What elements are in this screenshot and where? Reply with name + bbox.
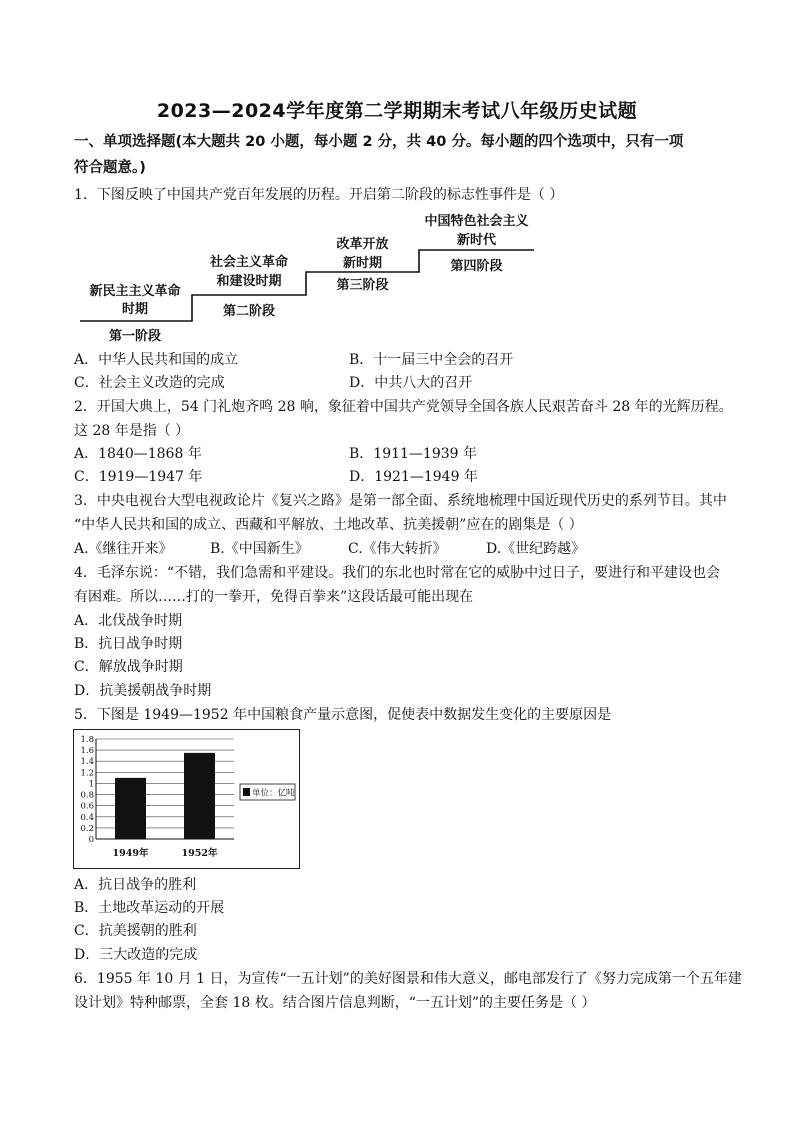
section-heading-line1: 一、单项选择题(本大题共 20 小题，每小题 2 分，共 40 分。每小题的四个选项中，只有一项 xyxy=(74,134,684,150)
q2-option-d[interactable]: D．1921—1949 年 xyxy=(349,469,478,485)
q3-option-d[interactable]: D.《世纪跨越》 xyxy=(486,541,586,557)
legend-label: 单位：亿吨 xyxy=(252,788,295,799)
stage3-label: 第三阶段 xyxy=(336,278,389,293)
q3-option-a[interactable]: A.《继往开来》 xyxy=(74,541,173,557)
y-tick-label: 1.8 xyxy=(80,735,94,745)
y-tick-label: 1.4 xyxy=(80,757,94,768)
legend-swatch xyxy=(243,788,250,796)
q4-stem-line2: 有困难。所以……打的一拳开，免得百拳来”这段话最可能出现在 xyxy=(74,589,474,605)
chart-svg xyxy=(74,730,298,867)
y-tick-label: 1.2 xyxy=(80,768,94,779)
stage1-label: 第一阶段 xyxy=(108,329,161,344)
q3-option-b[interactable]: B.《中国新生》 xyxy=(210,541,309,557)
q3-stem-line2: “中华人民共和国的成立、西藏和平解放、土地改革、抗美援朝”应在的剧集是（ ） xyxy=(74,517,583,533)
stage2-label: 第二阶段 xyxy=(222,304,275,319)
stage3-period-a: 改革开放 xyxy=(336,237,389,252)
q2-option-b[interactable]: B．1911—1939 年 xyxy=(349,446,477,462)
q4-option-d[interactable]: D．抗美援朝战争时期 xyxy=(74,683,212,699)
stage1-period-b: 时期 xyxy=(121,302,148,317)
x-tick-label: 1949年 xyxy=(112,848,149,859)
stage1-period-a: 新民主主义革命 xyxy=(89,284,181,299)
q2-option-a[interactable]: A．1840—1868 年 xyxy=(74,446,202,462)
q1-option-b[interactable]: B．十一届三中全会的召开 xyxy=(349,352,514,368)
q3-option-c[interactable]: C.《伟大转折》 xyxy=(348,541,447,557)
q5-option-b[interactable]: B．土地改革运动的开展 xyxy=(74,900,225,916)
q3-stem-line1: 3．中央电视台大型电视政论片《复兴之路》是第一部全面、系统地梳理中国近现代历史的系列节目。其中 xyxy=(74,493,727,509)
stage4-period-b: 新时代 xyxy=(456,233,496,248)
q2-option-c[interactable]: C．1919—1947 年 xyxy=(74,469,203,485)
stage2-period-a: 社会主义革命 xyxy=(209,255,288,270)
party-history-stairs-diagram xyxy=(78,210,538,350)
q1-option-d[interactable]: D．中共八大的召开 xyxy=(349,375,473,391)
x-tick-label: 1952年 xyxy=(181,848,218,859)
y-tick-label: 1.6 xyxy=(80,746,94,757)
stage4-label: 第四阶段 xyxy=(450,259,503,274)
y-tick-label: 0.6 xyxy=(80,801,94,812)
q4-option-a[interactable]: A．北伐战争时期 xyxy=(74,613,183,629)
q1-stem: 1．下图反映了中国共产党百年发展的历程。开启第二阶段的标志性事件是（ ） xyxy=(74,187,564,203)
q4-option-b[interactable]: B．抗日战争时期 xyxy=(74,636,183,652)
bar xyxy=(184,753,215,839)
y-tick-label: 0.8 xyxy=(80,790,94,801)
q6-stem-line2: 设计划》特种邮票，全套 18 枚。结合图片信息判断，“一五计划”的主要任务是（ ） xyxy=(74,995,596,1011)
q6-stem-line1: 6．1955 年 10 月 1 日，为宣传“一五计划”的美好图景和伟大意义，邮电部发行了《努力完成第一个五年建 xyxy=(74,971,742,987)
page-title: 2023—2024学年度第二学期期末考试八年级历史试题 xyxy=(156,100,638,122)
stage2-period-b: 和建设时期 xyxy=(216,274,282,289)
q5-option-a[interactable]: A．抗日战争的胜利 xyxy=(74,877,197,893)
y-tick-label: 0.2 xyxy=(80,823,94,834)
section-heading-line2: 符合题意。) xyxy=(74,160,146,176)
stage4-period-a: 中国特色社会主义 xyxy=(424,214,529,229)
q1-option-a[interactable]: A．中华人民共和国的成立 xyxy=(74,352,239,368)
q2-stem-line2: 这 28 年是指（ ） xyxy=(74,423,190,439)
bar xyxy=(115,778,146,839)
y-tick-label: 0 xyxy=(88,835,94,845)
stage3-period-b: 新时期 xyxy=(342,256,382,271)
q5-option-d[interactable]: D．三大改造的完成 xyxy=(74,947,198,963)
q2-stem-line1: 2．开国大典上，54 门礼炮齐鸣 28 响，象征着中国共产党领导全国各族人民艰苦奋斗 28 年的光辉历程。 xyxy=(74,399,733,415)
q4-stem-line1: 4．毛泽东说：“不错，我们急需和平建设。我们的东北也时常在它的威胁中过日子，要进行和平建设也会 xyxy=(74,565,721,581)
y-tick-label: 0.4 xyxy=(80,812,94,823)
y-tick-label: 1 xyxy=(88,779,94,790)
q1-option-c[interactable]: C．社会主义改造的完成 xyxy=(74,375,225,391)
q5-stem: 5．下图是 1949—1952 年中国粮食产量示意图，促使表中数据发生变化的主要原因是 xyxy=(74,707,612,723)
grain-output-bar-chart xyxy=(73,729,300,869)
q4-option-c[interactable]: C．解放战争时期 xyxy=(74,659,183,675)
q5-option-c[interactable]: C．抗美援朝的胜利 xyxy=(74,923,197,939)
